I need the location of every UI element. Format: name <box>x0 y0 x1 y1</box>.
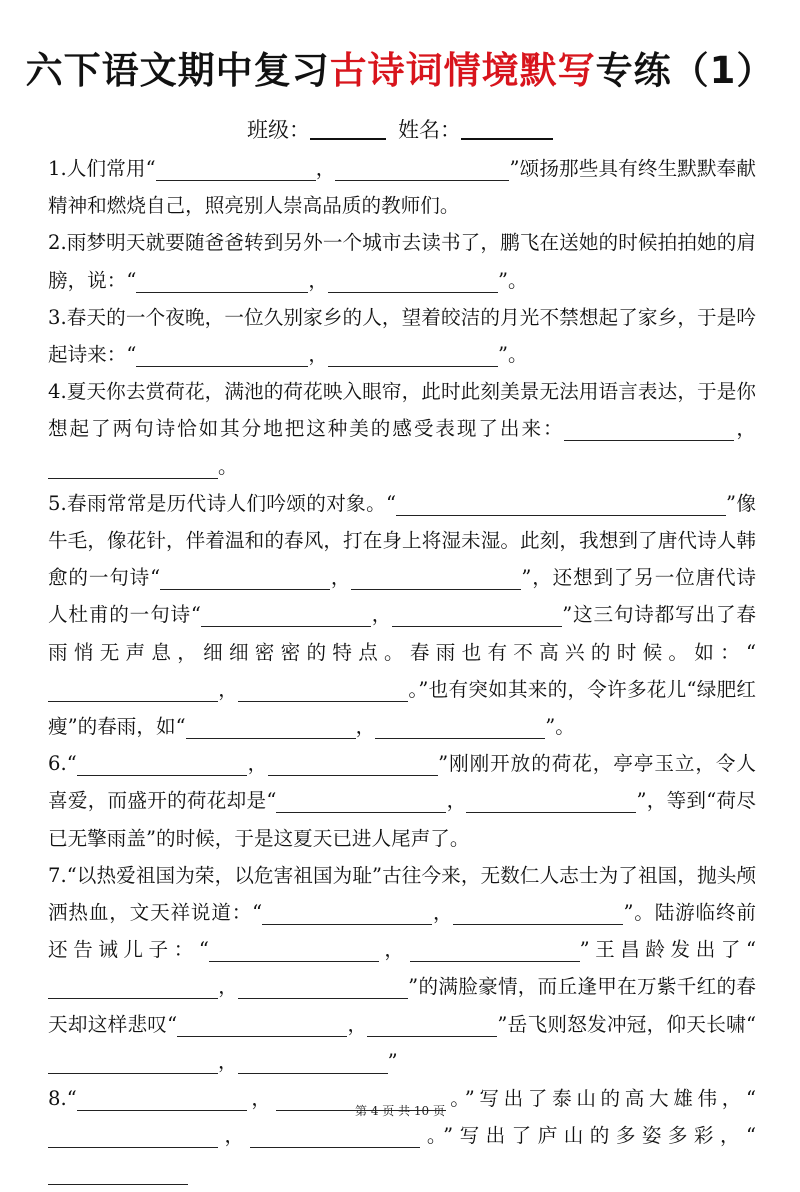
q7-text-c: ”。陆游临终前还告诫儿子：“ <box>48 901 756 962</box>
answer-blank[interactable] <box>276 790 446 813</box>
answer-blank[interactable] <box>48 456 218 479</box>
question-2 <box>48 224 756 298</box>
q3-text-a: 3.春天的一个夜晚，一位久别家乡的人，望着皎洁的月光不禁想起了家乡，于是吟起诗来：“ <box>48 305 756 367</box>
class-blank[interactable] <box>310 116 386 140</box>
q7-text-f: ， <box>218 975 239 999</box>
q5-text-g: ， <box>218 677 239 701</box>
question-6 <box>48 745 756 857</box>
class-name-line <box>0 114 800 146</box>
q1-text-a: 1.人们常用“ <box>48 157 156 180</box>
q8-text-d: ， <box>218 1124 251 1148</box>
question-5 <box>48 485 756 745</box>
q5-text-d: ”，还想到了另一位唐代诗人杜甫的一句诗“ <box>48 566 756 627</box>
q5-text-f: ”这三句诗都写出了春雨悄无声息，细细密密的特点。春雨也有不高兴的时候。如：“ <box>48 603 756 664</box>
question-8 <box>48 1080 756 1192</box>
q7-text-j: ， <box>218 1049 238 1073</box>
answer-blank[interactable] <box>238 1051 388 1074</box>
q8-text-a: 8.“ <box>48 1087 77 1111</box>
q2-text-a: 2.雨梦明天就要随爸爸转到另外一个城市去读书了，鹏飞在送她的时候拍拍她的肩膀，说：“ <box>48 231 756 292</box>
q5-text-e: ， <box>370 603 393 627</box>
q6-text-d: ， <box>446 789 467 813</box>
q6-text-c: ”刚刚开放的荷花，亭亭玉立，令人喜爱，而盛开的荷花却是“ <box>48 752 756 813</box>
answer-blank[interactable] <box>48 1051 218 1074</box>
answer-blank[interactable] <box>186 716 356 739</box>
answer-blank[interactable] <box>328 344 498 367</box>
question-1 <box>48 150 756 224</box>
q5-text-h: 。”也有突如其来的，令许多花儿“绿肥红瘦”的春雨，如“ <box>48 677 756 739</box>
answer-blank[interactable] <box>209 939 379 962</box>
q3-text-b: ， <box>308 343 328 367</box>
answer-blank[interactable] <box>177 1014 347 1037</box>
question-3 <box>48 299 756 373</box>
answer-blank[interactable] <box>268 753 438 776</box>
answer-blank[interactable] <box>48 1125 218 1148</box>
answer-blank[interactable] <box>77 753 247 776</box>
page-number: 第 4 页 共 10 页 <box>355 1104 445 1118</box>
answer-blank[interactable] <box>453 902 623 925</box>
q7-text-g: ”的满脸豪情，而丘逢甲在万紫千红的春天却这样悲叹“ <box>48 975 756 1036</box>
question-7 <box>48 857 756 1080</box>
q7-text-i: ”岳飞则怒发冲冠，仰天长啸“ <box>497 1012 756 1036</box>
answer-blank[interactable] <box>328 270 498 293</box>
q7-text-a: 7.“以热爱祖国为荣，以危害祖国为耻”古往今来，无数仁人志士为了祖国，抛头颅洒热血，文天祥说道：“ <box>48 863 756 925</box>
q5-text-c: ， <box>330 566 352 590</box>
answer-blank[interactable] <box>48 1162 188 1185</box>
page-title <box>0 46 800 96</box>
answer-blank[interactable] <box>392 604 562 627</box>
name-label: 姓名： <box>398 118 461 142</box>
q4-text-b: ， <box>734 417 757 441</box>
q5-text-j: ”。 <box>545 715 575 739</box>
q7-text-h: ， <box>347 1012 368 1036</box>
q7-text-k: ” <box>387 1049 398 1073</box>
answer-blank[interactable] <box>238 976 408 999</box>
q3-text-c: ”。 <box>498 343 528 367</box>
answer-blank[interactable] <box>160 567 330 590</box>
answer-blank[interactable] <box>367 1014 497 1037</box>
answer-blank[interactable] <box>238 679 408 702</box>
name-blank[interactable] <box>461 116 553 140</box>
title-highlight: 古诗词情境默写 <box>329 49 596 92</box>
q2-text-b: ， <box>308 268 328 292</box>
q7-text-b: ， <box>432 901 454 925</box>
q6-text-a: 6.“ <box>48 752 77 776</box>
answer-blank[interactable] <box>48 976 218 999</box>
q2-text-c: ”。 <box>498 268 528 292</box>
answer-blank[interactable] <box>250 1125 420 1148</box>
answer-blank[interactable] <box>201 604 371 627</box>
answer-blank[interactable] <box>410 939 580 962</box>
answer-blank[interactable] <box>564 418 734 441</box>
q8-text-b: ， <box>246 1087 276 1111</box>
q5-text-i: ， <box>355 715 376 739</box>
q8-text-e: 。”写出了庐山的多姿多彩，“ <box>420 1124 757 1148</box>
q7-text-d: ， <box>378 938 410 962</box>
answer-blank[interactable] <box>335 158 509 181</box>
q6-text-e: ”，等到“荷尽已无擎雨盖”的时候，于是这夏天已进人尾声了。 <box>48 789 756 850</box>
answer-blank[interactable] <box>351 567 521 590</box>
class-label: 班级： <box>247 118 310 142</box>
q1-text-c: ”颂扬那些具有终生默默奉献精神和燃烧自己，照亮别人崇高品质的教师们。 <box>48 157 756 218</box>
answer-blank[interactable] <box>375 716 545 739</box>
question-list <box>48 150 756 1192</box>
answer-blank[interactable] <box>156 158 316 181</box>
answer-blank[interactable] <box>396 493 726 516</box>
answer-blank[interactable] <box>48 679 218 702</box>
question-4 <box>48 373 756 485</box>
q8-text-c: 。”写出了泰山的高大雄伟，“ <box>445 1087 757 1111</box>
q5-text-a: 5.春雨常常是历代诗人们吟颂的对象。“ <box>48 491 397 515</box>
q7-text-e: ”王昌龄发出了“ <box>579 938 756 962</box>
answer-blank[interactable] <box>466 790 636 813</box>
q1-text-b: ， <box>315 157 336 180</box>
q4-text-a: 4.夏天你去赏荷花，满池的荷花映入眼帘，此时此刻美景无法用语言表达，于是你想起了两句诗恰如其分地把这种美的感受表现了出来： <box>48 380 756 441</box>
answer-blank[interactable] <box>136 270 308 293</box>
title-part3: 专练（1） <box>595 49 775 92</box>
q5-text-b: ”像牛毛，像花针，伴着温和的春风，打在身上将湿未湿。此刻，我想到了唐代诗人韩愈的一句诗“ <box>48 491 756 590</box>
q6-text-b: ， <box>246 752 269 776</box>
q4-text-c: 。 <box>218 454 238 478</box>
answer-blank[interactable] <box>136 344 308 367</box>
title-part1: 六下语文期中复习 <box>25 49 330 92</box>
answer-blank[interactable] <box>262 902 432 925</box>
